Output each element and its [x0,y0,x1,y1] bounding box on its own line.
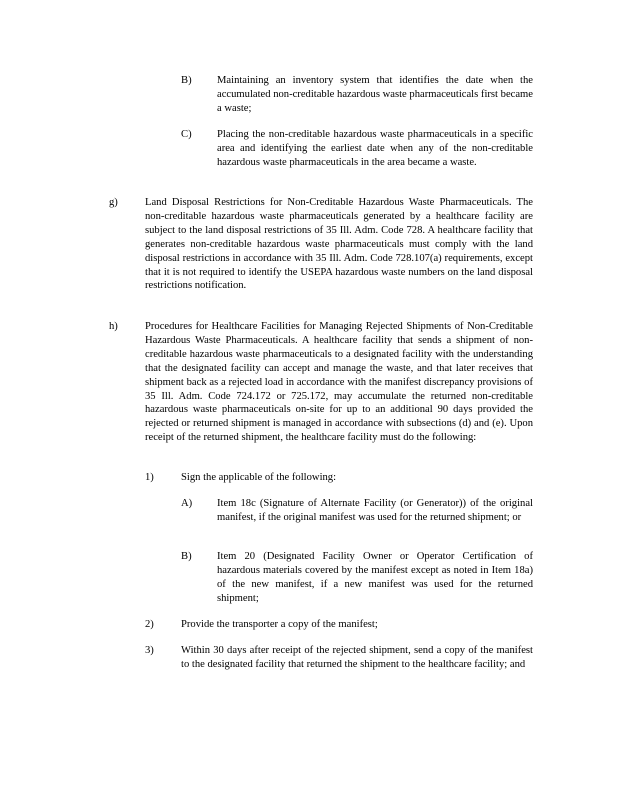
item-label: 2) [145,619,154,630]
item-text: Within 30 days after receipt of the rejected shipment, send a copy of the manifest to the designated facility that returned the shipment to the healthcare facility; and [181,645,533,670]
item-text: Item 18c (Signature of Alternate Facility (or Generator)) of the original manifest, if the original manifest was used for the returned shipment; or [217,498,533,523]
item-label: C) [181,129,192,140]
item-label: A) [181,498,193,509]
item-text: Item 20 (Designated Facility Owner or Operator Certification of hazardous materials covered by the manifest except as noted in Item 18a) of the new manifest, if a new manifest was used for the returned shipment; [217,551,533,604]
item-label: h) [109,321,118,332]
item-text: Procedures for Healthcare Facilities for Managing Rejected Shipments of Non-Creditable Hazardous Waste Pharmaceuticals. A healthcare facility that sends a shipment of non-creditable hazardous waste pharmaceuticals to a designated facility with the understanding that the designated facility can accept and manage the waste, and that later receives that shipment back as a rejected load in accordance with the manifest discrepancy provisions of 35 Ill. Adm. Code 724.172 or 725.172, may accumulate the returned non-creditable hazardous waste pharmaceuticals on-site for up to an additional 90 days provided the rejected or returned shipment is managed in accordance with subsections (d) and (e). Upon receipt of the returned shipment, the healthcare facility must do the following: [145,321,533,444]
item-label: 3) [145,645,154,656]
item-text: Provide the transporter a copy of the manifest; [181,619,378,630]
item-label: B) [181,551,192,562]
item-label: B) [181,75,192,86]
item-text: Land Disposal Restrictions for Non-Creditable Hazardous Waste Pharmaceuticals. The non-creditable hazardous waste pharmaceuticals generated by a healthcare facility are subject to the land disposal restrictions of 35 Ill. Adm. Code 728. A healthcare facility that generates non-creditable hazardous waste pharmaceuticals must comply with the land disposal restrictions in accordance with 35 Ill. Adm. Code 728.107(a) requirements, except that it is not required to identify the USEPA hazardous waste numbers on the land disposal restrictions notification. [145,197,533,292]
item-text: Maintaining an inventory system that identifies the date when the accumulated non-creditable hazardous waste pharmaceuticals first became a waste; [217,75,533,114]
item-label: g) [109,197,118,208]
item-text: Sign the applicable of the following: [181,472,337,483]
item-text: Placing the non-creditable hazardous waste pharmaceuticals in a specific area and identifying the earliest date when any of the non-creditable hazardous waste pharmaceuticals in the area became a waste. [217,129,533,168]
item-label: 1) [145,472,154,483]
